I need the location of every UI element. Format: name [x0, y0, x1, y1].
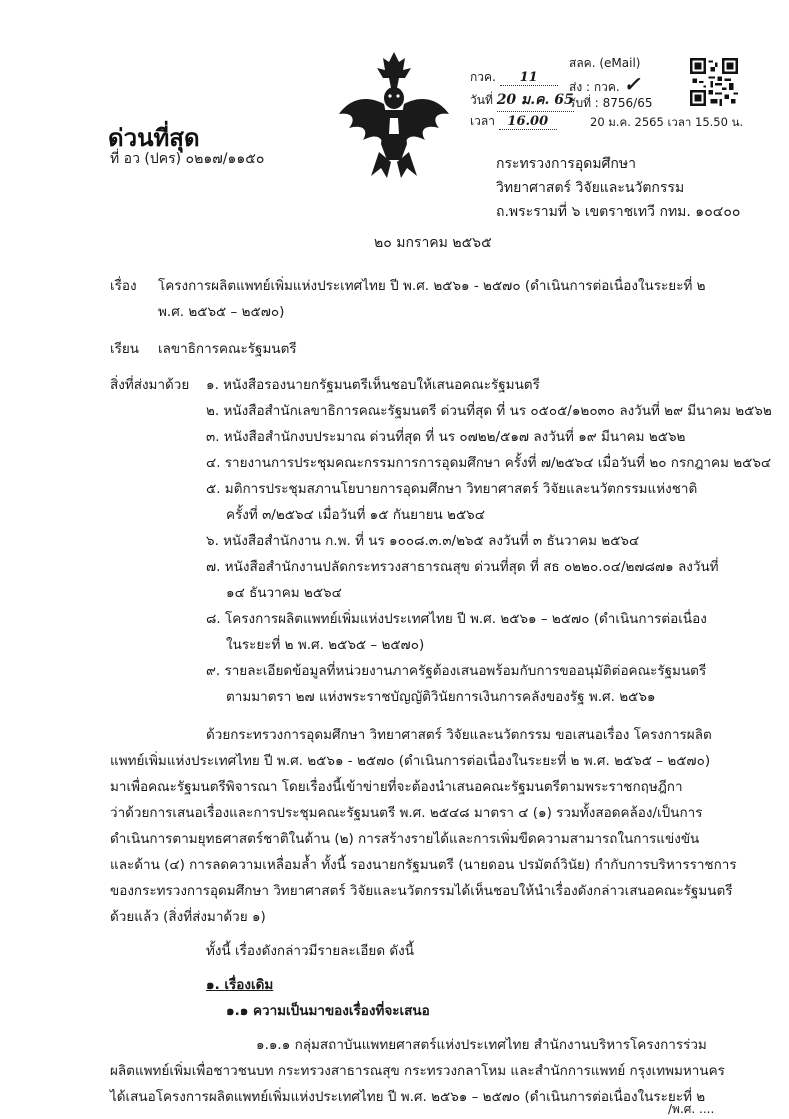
body-line: และด้าน (๔) การลดความเหลื่อมล้ำ ทั้งนี้ รองนายกรัฐมนตรี (นายดอน ปรมัตถ์วินัย) กำกับการบริหารราชการ: [110, 857, 737, 873]
attachment-item: ๔. รายงานการประชุมคณะกรรมการการอุดมศึกษา ครั้งที่ ๗/๒๕๖๔ เมื่อวันที่ ๒๐ กรกฎาคม ๒๕๖๔: [206, 455, 772, 471]
org-line: ถ.พระรามที่ ๖ เขตราชเทวี กทม. ๑๐๔๐๐: [496, 204, 741, 220]
attachments-label: สิ่งที่ส่งมาด้วย: [110, 377, 190, 393]
stamp-check-mark: ✓: [623, 72, 641, 96]
organization-address: [496, 152, 740, 224]
attachment-item: ๕. มติการประชุมสภานโยบายการอุดมศึกษา วิทยาศาสตร์ วิจัยและนวัตกรรมแห่งชาติ: [206, 481, 698, 497]
body-line: ด้วยแล้ว (สิ่งที่ส่งมาด้วย ๑): [110, 909, 266, 925]
attachment-item: ๘. โครงการผลิตแพทย์เพิ่มแห่งประเทศไทย ปี พ.ศ. ๒๕๖๑ – ๒๕๗๐ (ดำเนินการต่อเนื่อง: [206, 611, 707, 627]
attachment-item: ๑. หนังสือรองนายกรัฐมนตรีเห็นชอบให้เสนอคณะรัฐมนตรี: [206, 377, 540, 393]
recipient-value: เลขาธิการคณะรัฐมนตรี: [158, 341, 297, 357]
reference-number: ที่ อว (ปคร) ๐๒๑๗/๑๑๕๐: [110, 151, 265, 167]
attachment-item: ๙. รายละเอียดข้อมูลที่หน่วยงานภาครัฐต้องเสนอพร้อมกับการขออนุมัติต่อคณะรัฐมนตรี: [206, 663, 707, 679]
body-intro-line: ทั้งนี้ เรื่องดังกล่าวมีรายละเอียด ดังนี้: [206, 943, 414, 959]
stamp-date-label: วันที่: [470, 93, 493, 107]
urgent-label: ด่วนที่สุด: [108, 124, 200, 152]
page-continuation: /พ.ศ. ....: [668, 1102, 715, 1116]
recipient-label: เรียน: [110, 341, 140, 357]
attachment-item-cont: ๑๔ ธันวาคม ๒๕๖๔: [226, 585, 342, 601]
attachment-item: ๗. หนังสือสำนักงานปลัดกระทรวงสาธารณสุข ด่วนที่สุด ที่ สธ ๐๒๒๐.๐๔/๒๗๘๗๑ ลงวันที่: [206, 559, 719, 575]
stamp-kor-label: กวค.: [470, 70, 496, 84]
body-line: มาเพื่อคณะรัฐมนตรีพิจารณา โดยเรื่องนี้เข้าข่ายที่จะต้องนำเสนอคณะรัฐมนตรีตามพระราชกฤษฎีกา: [110, 779, 683, 795]
attachment-item-cont: ในระยะที่ ๒ พ.ศ. ๒๕๖๕ – ๒๕๗๐): [226, 637, 425, 653]
org-line: กระทรวงการอุดมศึกษา: [496, 156, 636, 172]
attachment-item-cont: ตามมาตรา ๒๗ แห่งพระราชบัญญัติวินัยการเงินการคลังของรัฐ พ.ศ. ๒๕๖๑: [226, 689, 656, 705]
stamp-date-value: 20 ม.ค. 65: [497, 89, 574, 112]
attachment-item-cont: ครั้งที่ ๓/๒๕๖๔ เมื่อวันที่ ๑๕ กันยายน ๒๕๖๔: [226, 507, 485, 523]
subsection-title: ๑.๑ ความเป็นมาของเรื่องที่จะเสนอ: [226, 1003, 430, 1019]
stamp-send-label: ส่ง : กวค.: [569, 80, 620, 94]
org-line: วิทยาศาสตร์ วิจัยและนวัตกรรม: [496, 180, 685, 196]
stamp-receive-number: รับที่ : 8756/65: [569, 96, 653, 110]
stamp-kor-value: 11: [500, 70, 558, 86]
section-title: ๑. เรื่องเดิม: [206, 977, 274, 993]
stamp-received-time: 20 ม.ค. 2565 เวลา 15.50 น.: [590, 115, 744, 129]
body-line: ด้วยกระทรวงการอุดมศึกษา วิทยาศาสตร์ วิจัยและนวัตกรรม ขอเสนอเรื่อง โครงการผลิต: [206, 727, 712, 743]
attachment-item: ๓. หนังสือสำนักงบประมาณ ด่วนที่สุด ที่ นร ๐๗๒๒/๕๑๗ ลงวันที่ ๑๙ มีนาคม ๒๕๖๒: [206, 429, 686, 445]
body-line: ดำเนินการตามยุทธศาสตร์ชาติในด้าน (๒) การสร้างรายได้และการเพิ่มขีดความสามารถในการแข่งขัน: [110, 831, 700, 847]
body-line: แพทย์เพิ่มแห่งประเทศไทย ปี พ.ศ. ๒๕๖๑ - ๒๕๗๐ (ดำเนินการต่อเนื่องในระยะที่ ๒ พ.ศ. ๒๕๖๕ – ๒๕๗๐): [110, 753, 711, 769]
attachment-item: ๖. หนังสือสำนักงาน ก.พ. ที่ นร ๑๐๐๘.๓.๓/๒๖๕ ลงวันที่ ๓ ธันวาคม ๒๕๖๔: [206, 533, 640, 549]
receiving-stamp: [470, 56, 744, 132]
body-line: ว่าด้วยการเสนอเรื่องและการประชุมคณะรัฐมนตรี พ.ศ. ๒๕๔๘ มาตรา ๔ (๑) รวมทั้งสอดคล้อง/เป็นการ: [110, 805, 703, 821]
document-date: ๒๐ มกราคม ๒๕๖๕: [374, 235, 492, 251]
qr-code-icon: [690, 58, 738, 106]
body-line: ๑.๑.๑ กลุ่มสถาบันแพทยศาสตร์แห่งประเทศไทย สำนักงานบริหารโครงการร่วม: [256, 1037, 707, 1053]
body-line: ของกระทรวงการอุดมศึกษา วิทยาศาสตร์ วิจัยและนวัตกรรมได้เห็นชอบให้นำเรื่องดังกล่าวเสนอคณะรัฐมนตรี: [110, 883, 733, 899]
stamp-time-value: 16.00: [499, 114, 557, 130]
subject-label: เรื่อง: [110, 278, 137, 294]
attachment-item: ๒. หนังสือสำนักเลขาธิการคณะรัฐมนตรี ด่วนที่สุด ที่ นร ๐๕๐๕/๑๒๐๓๐ ลงวันที่ ๒๙ มีนาคม ๒๕๖๒: [206, 403, 772, 419]
body-line: ผลิตแพทย์เพิ่มเพื่อชาวชนบท กระทรวงสาธารณสุข กระทรวงกลาโหม และสำนักการแพทย์ กรุงเทพมหานคร: [110, 1063, 725, 1079]
body-line: ได้เสนอโครงการผลิตแพทย์เพิ่มแห่งประเทศไทย ปี พ.ศ. ๒๕๖๑ – ๒๕๗๐ (ดำเนินการต่อเนื่องในระยะที่ ๒: [110, 1089, 706, 1105]
subject-line: พ.ศ. ๒๕๖๕ – ๒๕๗๐): [158, 304, 285, 320]
garuda-emblem-icon: [335, 48, 453, 180]
stamp-email-label: สลค. (eMail): [569, 56, 641, 70]
stamp-time-label: เวลา: [470, 114, 495, 128]
subject-line: โครงการผลิตแพทย์เพิ่มแห่งประเทศไทย ปี พ.ศ. ๒๕๖๑ - ๒๕๗๐ (ดำเนินการต่อเนื่องในระยะที่ ๒: [158, 278, 706, 294]
